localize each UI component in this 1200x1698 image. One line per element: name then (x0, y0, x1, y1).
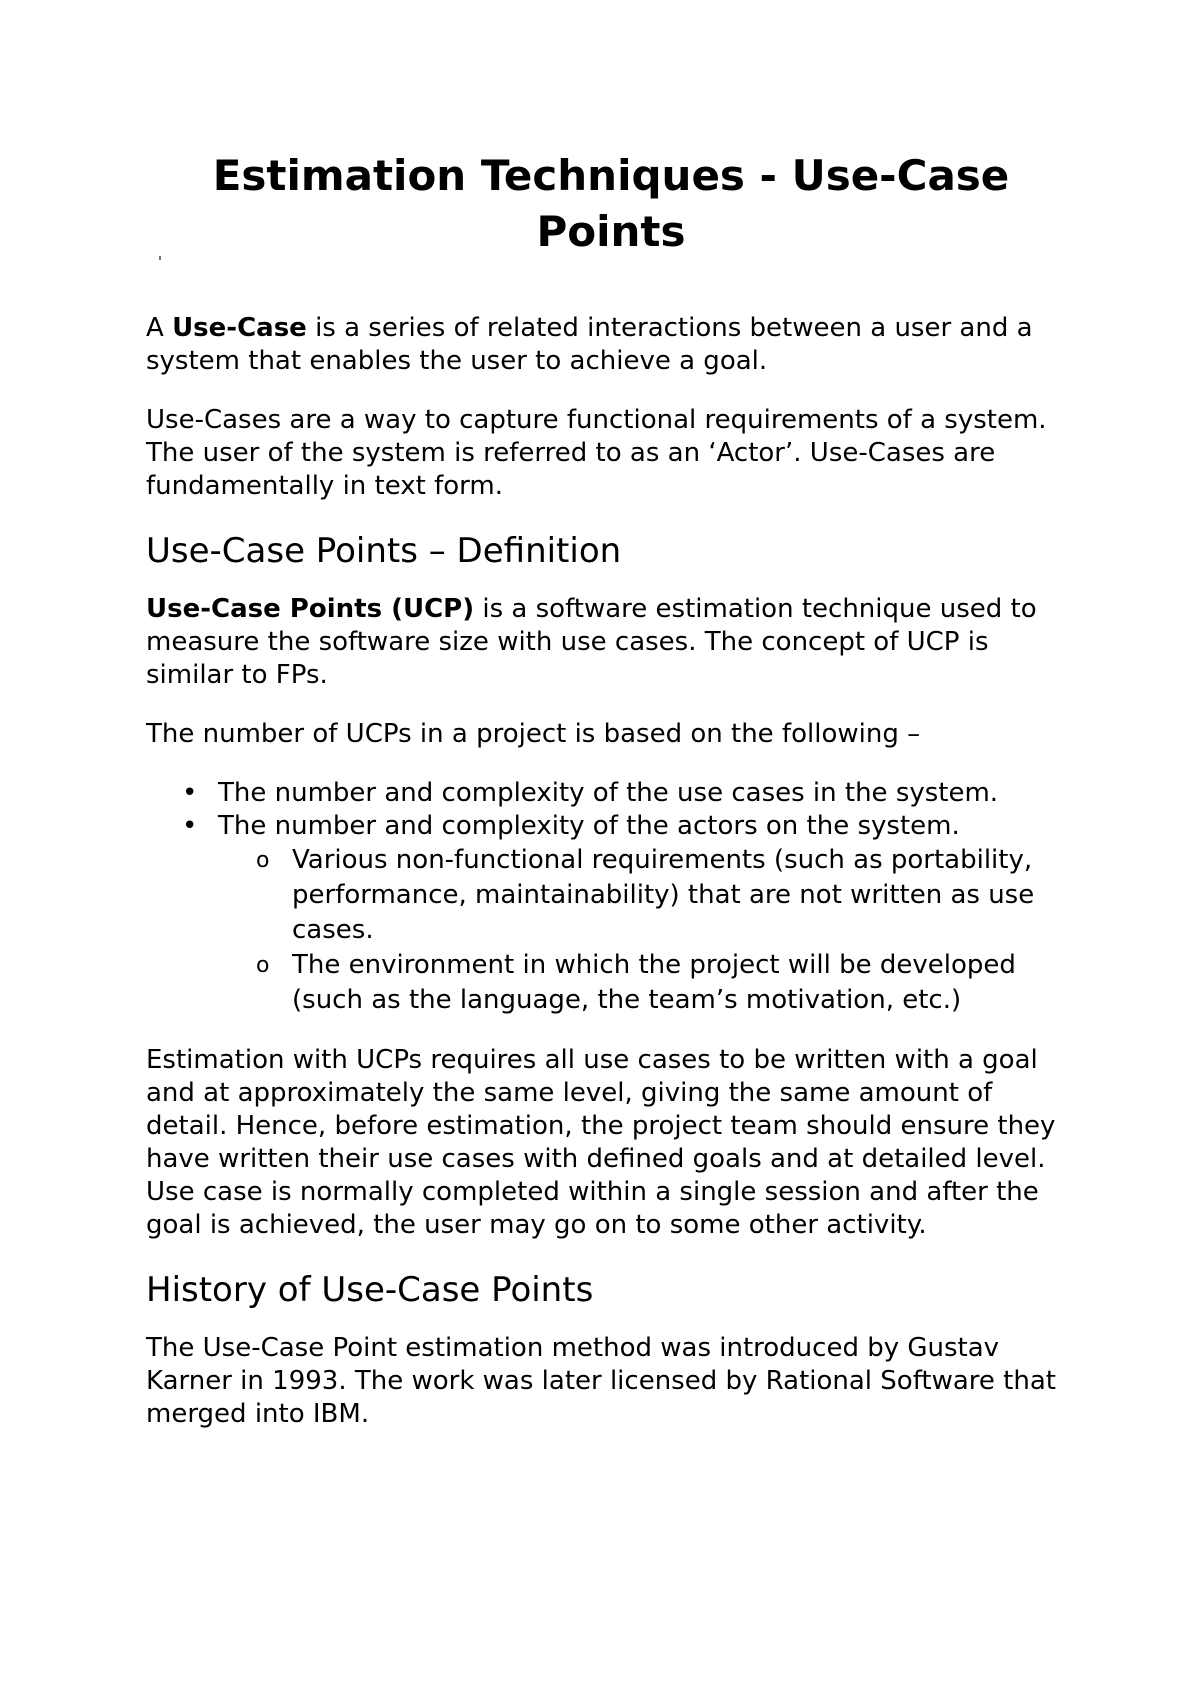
list-item: • The number and complexity of the use cases in the system. (218, 777, 1076, 810)
sub-list-item: o Various non-functional requirements (such as portability, performance, maintainability) that are not written as use cases. (292, 843, 1076, 948)
intro-paragraph-2: Use-Cases are a way to capture functional requirements of a system. The user of the system is referred to as an ‘Actor’. Use-Cases are fundamentally in text form. (146, 405, 1047, 501)
list-item (218, 810, 1076, 1018)
document-title: Estimation Techniques - Use-Case Points (212, 151, 1010, 256)
definition-heading: Use-Case Points – Definition (146, 531, 622, 571)
history-paragraph-1: The Use-Case Point estimation method was introduced by Gustav Karner in 1993. The work was later licensed by Rational Software that merged into IBM. (146, 1333, 1056, 1429)
ucp-factor-list (146, 777, 1076, 1018)
definition-p1-text: is a software estimation technique used to measure the software size with use cases. The concept of UCP is similar to FPs. (146, 594, 1037, 690)
definition-paragraph-2: The number of UCPs in a project is based on the following – (146, 719, 921, 749)
stray-mark (159, 256, 161, 260)
intro-p1-text: is a series of related interactions between a user and a system that enables the user to achieve a goal. (146, 313, 1033, 376)
definition-paragraph-3: Estimation with UCPs requires all use cases to be written with a goal and at approximately the same level, giving the same amount of detail. Hence, before estimation, the project team should ensure they have written their use cases with defined goals and at detailed level. Use case is normally completed within a single session and after the goal is achieved, the user may go on to some other activity. (146, 1045, 1056, 1240)
list-item-text: The number and complexity of the actors on the system. (218, 811, 960, 841)
history-heading: History of Use-Case Points (146, 1270, 594, 1310)
ucp-sub-factor-list (218, 843, 1076, 1018)
sub-list-item: o The environment in which the project will be developed (such as the language, the team’s motivation, etc.) (292, 948, 1076, 1018)
intro-paragraph-1 (146, 312, 1076, 378)
intro-p1-prefix: A (146, 313, 173, 343)
definition-p1-term: Use-Case Points (UCP) (146, 594, 475, 624)
intro-p1-term: Use-Case (172, 313, 307, 343)
document-body (146, 312, 1076, 1457)
document-page (146, 0, 1076, 1698)
definition-paragraph-1 (146, 593, 1076, 692)
